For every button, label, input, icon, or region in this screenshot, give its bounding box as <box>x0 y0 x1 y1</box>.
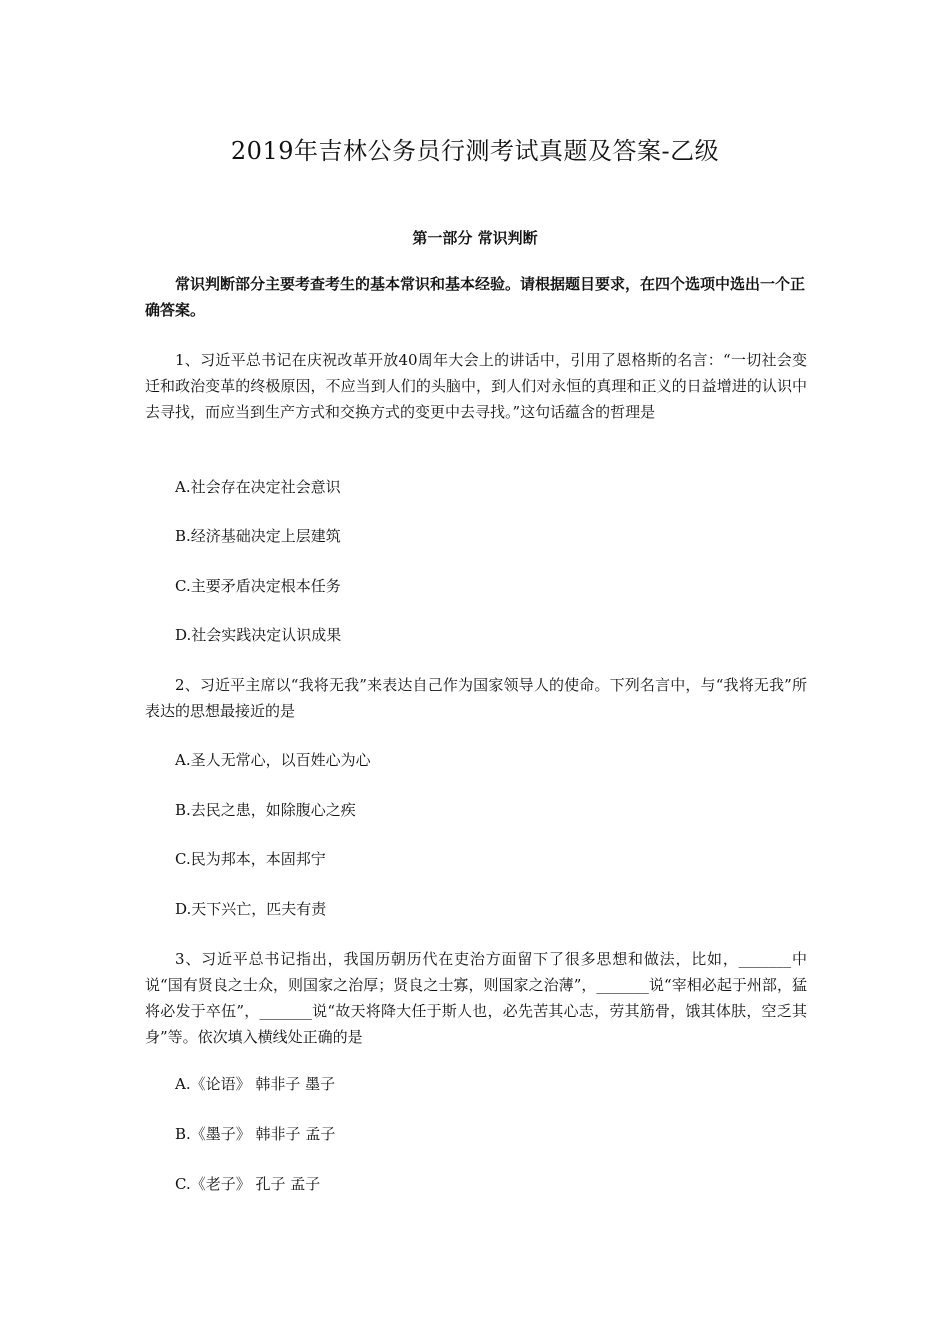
question-1-option-d: D.社会实践决定认识成果 <box>175 626 342 644</box>
section-intro: 常识判断部分主要考查考生的基本常识和基本经验。请根据题目要求，在四个选项中选出一个正确答案。 <box>145 275 806 319</box>
question-1-text: 1、习近平总书记在庆祝改革开放40周年大会上的讲话中，引用了恩格斯的名言：“一切社会变迁和政治变革的终极原因，不应当到人们的头脑中，到人们对永恒的真理和正义的日益增进的认识中去寻找，而应当到生产方式和交换方式的变更中去寻找。”这句话蕴含的哲理是 <box>145 351 807 421</box>
section-title: 第一部分 常识判断 <box>412 229 538 247</box>
question-2-option-d: D.天下兴亡，匹夫有责 <box>175 900 327 918</box>
question-2-option-a: A.圣人无常心，以百姓心为心 <box>175 751 371 769</box>
question-2-option-c: C.民为邦本，本固邦宁 <box>175 850 326 868</box>
document-title: 2019年吉林公务员行测考试真题及答案-乙级 <box>230 137 720 165</box>
question-3-option-b: B.《墨子》 韩非子 孟子 <box>175 1125 336 1143</box>
question-2-option-b: B.去民之患，如除腹心之疾 <box>175 801 356 819</box>
question-3-option-c: C.《老子》 孔子 孟子 <box>175 1175 321 1193</box>
question-3-option-a: A.《论语》 韩非子 墨子 <box>175 1075 336 1093</box>
question-1-option-a: A.社会存在决定社会意识 <box>175 478 341 496</box>
question-2-text: 2、习近平主席以“我将无我”来表达自己作为国家领导人的使命。下列名言中，与“我将无我”所表达的思想最接近的是 <box>145 676 807 720</box>
question-3-text: 3、习近平总书记指出，我国历朝历代在吏治方面留下了很多思想和做法，比如，_______中说“国有贤良之士众，则国家之治厚；贤良之士寡，则国家之治薄”，_______说“宰相必起于州部，猛将必发于卒伍”，_______说“故天将降大任于斯人也，必先苦其心志，劳其筋骨，饿其体肤，空乏其身”等。依次填入横线处正确的是 <box>145 950 807 1046</box>
question-1-option-c: C.主要矛盾决定根本任务 <box>175 577 341 595</box>
question-1-option-b: B.经济基础决定上层建筑 <box>175 527 341 545</box>
